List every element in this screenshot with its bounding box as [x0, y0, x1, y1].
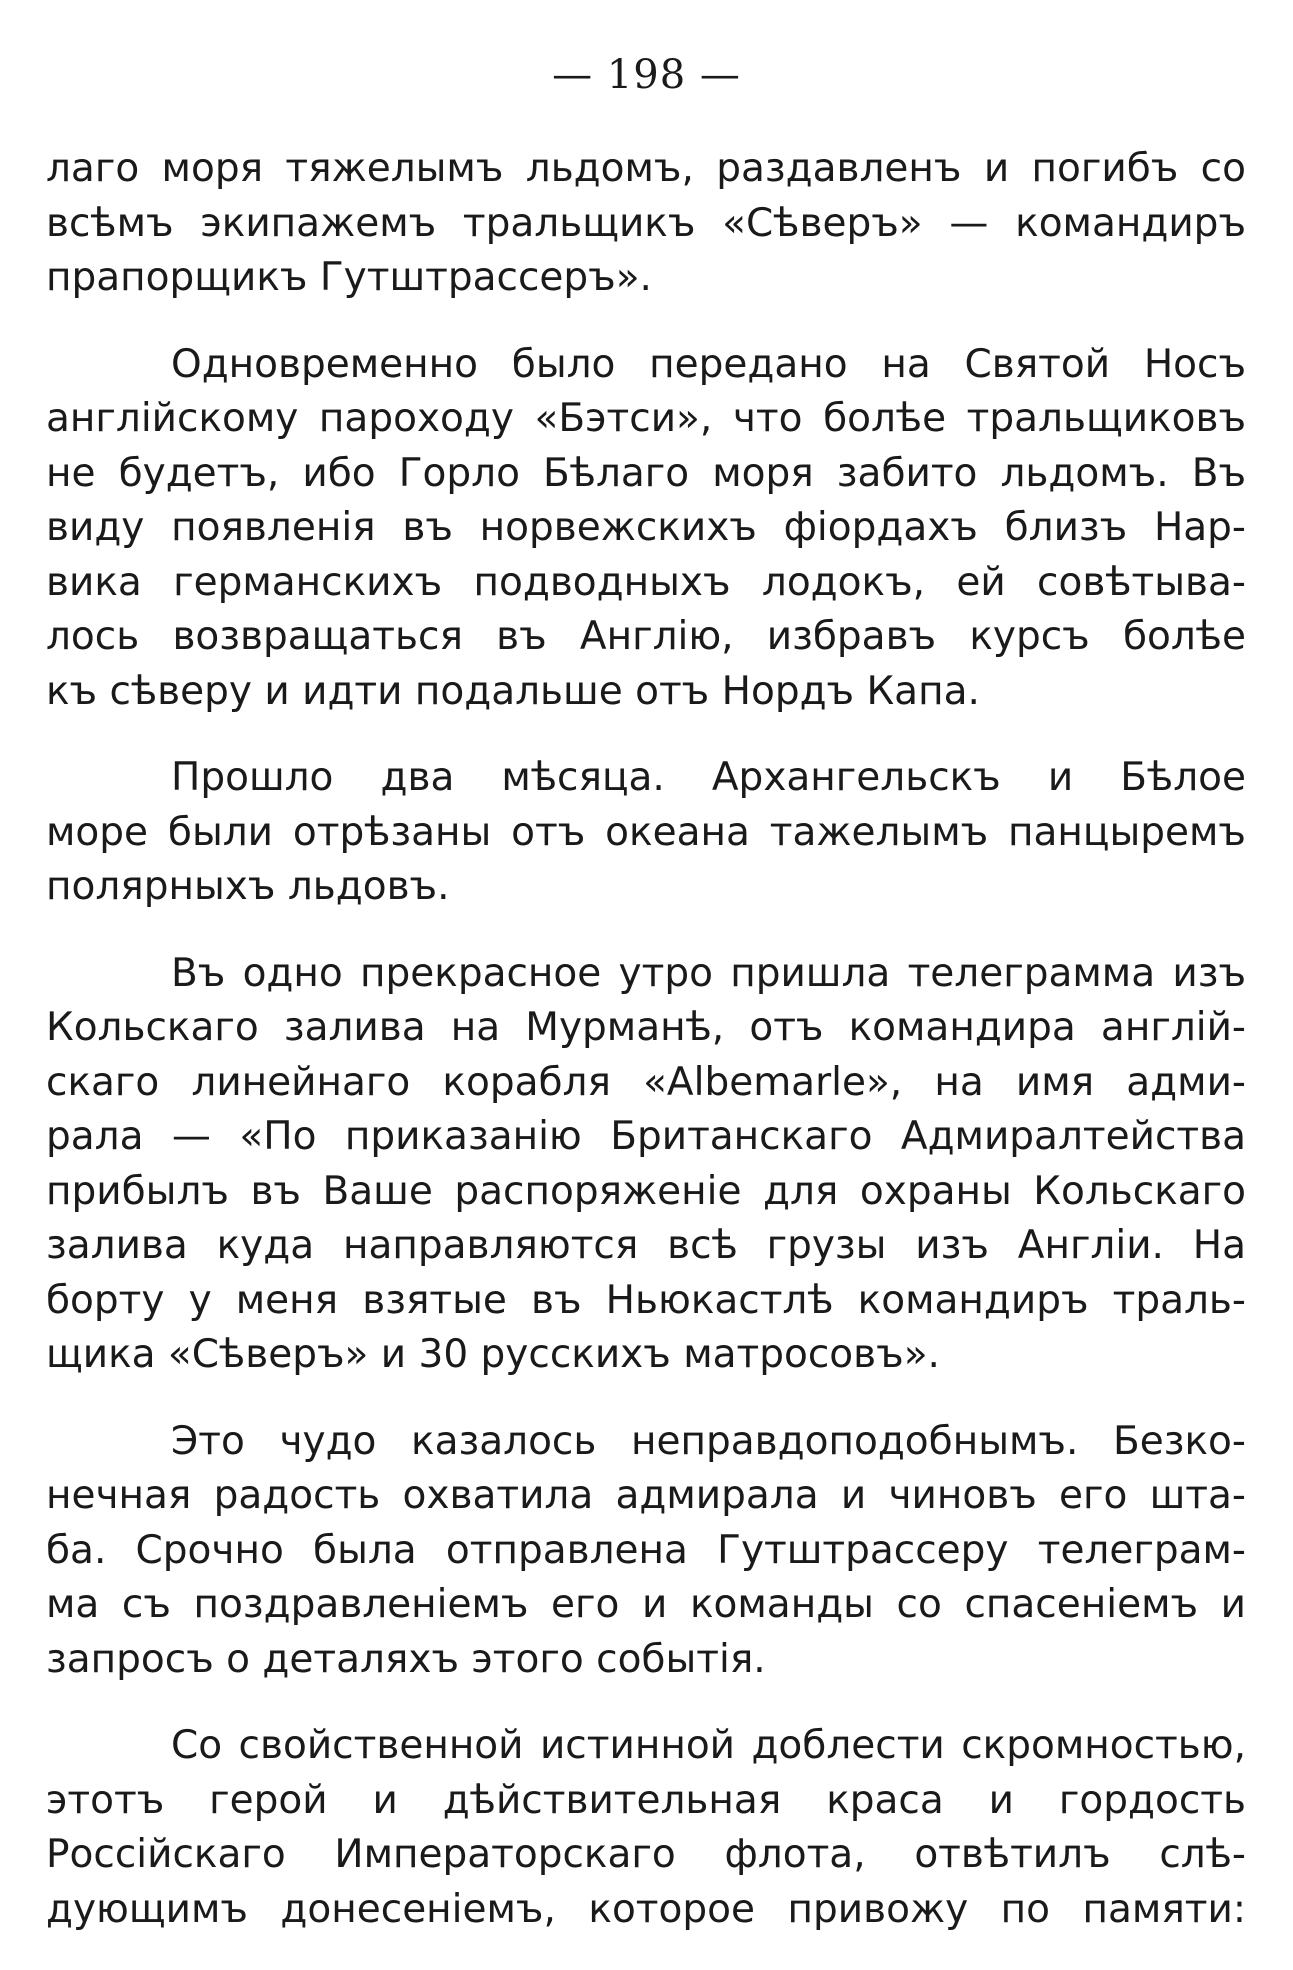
text-line: лаго моря тяжелымъ льдомъ, раздавленъ и погибъ со: [46, 146, 1246, 191]
text-line: прапорщикъ Гутштрассеръ».: [46, 255, 652, 300]
page-number: — 198 —: [552, 52, 741, 98]
text-line: щика «Сѣверъ» и 30 русскихъ матросовъ».: [46, 1332, 940, 1377]
text-line: всѣмъ экипажемъ тральщикъ «Сѣверъ» — командиръ: [46, 200, 1246, 246]
paragraph-5: [46, 1415, 1246, 1688]
paragraph-2: [46, 338, 1246, 720]
text-line: нечная радость охватила адмирала и чиновъ его шта-: [46, 1473, 1246, 1518]
text-line: этотъ герой и дѣйствительная краса и гордость: [46, 1777, 1246, 1823]
text-line: Кольскаго залива на Мурманѣ, отъ командира англій-: [46, 1005, 1246, 1050]
text-line: полярныхъ льдовъ.: [46, 864, 450, 909]
text-line: Россійскаго Императорскаго флота, отвѣтилъ слѣ-: [46, 1832, 1246, 1877]
paragraph-6: [46, 1719, 1246, 1937]
text-line: дующимъ донесеніемъ, которое привожу по памяти:: [46, 1886, 1246, 1932]
text-line: рала — «По приказанію Британскаго Адмиралтейства: [46, 1114, 1246, 1159]
text-line: вика германскихъ подводныхъ лодокъ, ей совѣтыва-: [46, 559, 1246, 605]
text-line: Это чудо казалось неправдоподобнымъ. Безко-: [171, 1418, 1246, 1464]
page-text: [46, 142, 1246, 1937]
text-line: виду появленія въ норвежскихъ фіордахъ близъ Нар-: [46, 505, 1246, 550]
text-line: скаго линейнаго корабля «Albemarle», на имя адми-: [46, 1059, 1246, 1105]
text-line: ба. Срочно была отправлена Гутштрассеру телеграм-: [46, 1527, 1246, 1573]
text-line: залива куда направляются всѣ грузы изъ Англіи. На: [46, 1223, 1246, 1268]
text-line: борту у меня взятые въ Ньюкастлѣ командиръ траль-: [46, 1277, 1246, 1323]
text-line: къ сѣверу и идти подальше отъ Нордъ Капа.: [46, 668, 980, 714]
text-line: море были отрѣзаны отъ океана тажелымъ панцыремъ: [46, 809, 1246, 855]
text-line: не будетъ, ибо Горло Бѣлаго моря забито льдомъ. Въ: [46, 450, 1246, 496]
text-line: Со свойственной истинной доблести скромностью,: [171, 1723, 1246, 1768]
text-line: англійскому пароходу «Бэтси», что болѣе тральщиковъ: [46, 396, 1246, 441]
text-line: лось возвращаться въ Англію, избравъ курсъ болѣе: [46, 614, 1246, 659]
text-line: ма съ поздравленіемъ его и команды со спасеніемъ и: [46, 1582, 1246, 1627]
text-line: Одновременно было передано на Святой Носъ: [171, 341, 1246, 387]
text-line: Прошло два мѣсяца. Архангельскъ и Бѣлое: [171, 755, 1246, 800]
text-line: прибылъ въ Ваше распоряженіе для охраны Кольскаго: [46, 1168, 1246, 1214]
paragraph-1: [46, 142, 1246, 306]
paragraph-4: [46, 947, 1246, 1383]
text-line: запросъ о деталяхъ этого событія.: [46, 1636, 766, 1682]
text-line: Въ одно прекрасное утро пришла телеграмма изъ: [171, 950, 1246, 996]
paragraph-3: [46, 751, 1246, 915]
